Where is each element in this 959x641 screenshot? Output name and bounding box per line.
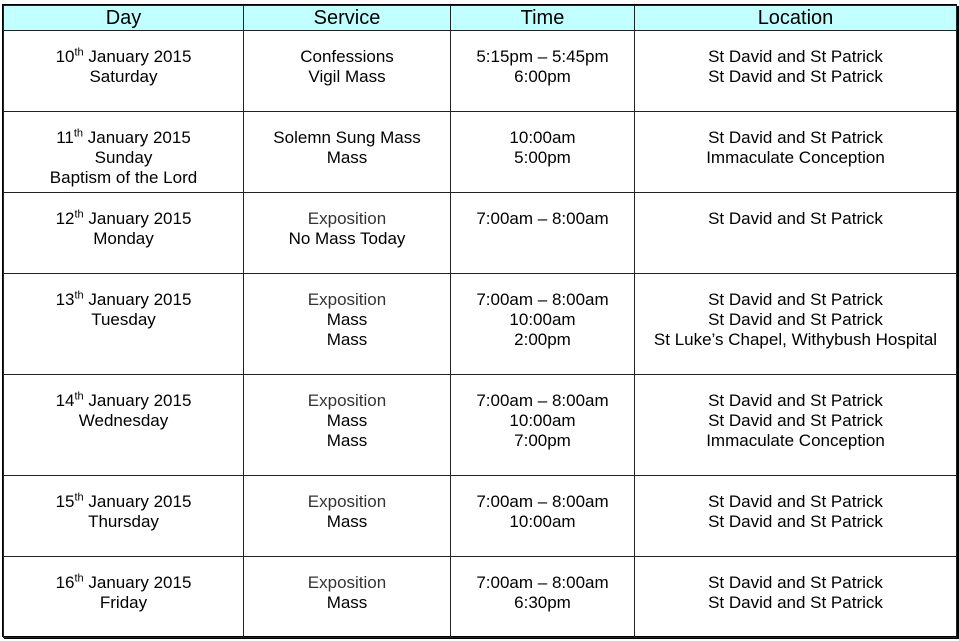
service-text: Confessions — [300, 47, 394, 66]
time-cell — [451, 112, 635, 193]
date-number: 12 — [55, 209, 75, 228]
location-text: St David and St Patrick — [708, 209, 883, 228]
weekday-text: Wednesday — [78, 411, 169, 430]
time-cell — [451, 557, 635, 638]
location-cell — [635, 375, 957, 476]
service-cell — [244, 112, 451, 193]
table-row — [4, 112, 957, 193]
location-text: St David and St Patrick — [708, 593, 883, 612]
header-day: Day — [4, 6, 244, 31]
location-cell — [635, 112, 957, 193]
day-cell — [4, 557, 244, 638]
date-number: 16 — [55, 573, 75, 592]
schedule-body — [4, 31, 957, 638]
service-text: Exposition — [307, 391, 387, 410]
header-service: Service — [244, 6, 451, 31]
time-text: 2:00pm — [514, 330, 571, 349]
service-cell — [244, 557, 451, 638]
time-cell — [451, 193, 635, 274]
location-text: St David and St Patrick — [708, 492, 883, 511]
day-cell — [4, 112, 244, 193]
location-cell — [635, 274, 957, 375]
date-text — [4, 290, 243, 310]
time-text: 5:15pm – 5:45pm — [476, 47, 609, 66]
location-cell — [635, 476, 957, 557]
time-cell — [451, 274, 635, 375]
service-cell — [244, 274, 451, 375]
time-text: 10:00am — [509, 310, 576, 329]
day-cell — [4, 375, 244, 476]
date-ordinal-suffix: th — [74, 390, 84, 403]
date-number: 11 — [56, 128, 74, 147]
date-text — [4, 391, 243, 411]
date-text — [4, 47, 243, 67]
weekday-text: Friday — [99, 593, 148, 612]
service-cell — [244, 476, 451, 557]
service-text: Mass — [326, 512, 368, 531]
service-text: Vigil Mass — [308, 67, 386, 86]
date-text — [4, 128, 243, 148]
time-text: 7:00am – 8:00am — [476, 492, 609, 511]
service-text: Mass — [326, 310, 368, 329]
date-number: 15 — [55, 492, 75, 511]
date-ordinal-suffix: th — [74, 208, 84, 221]
table-row — [4, 557, 957, 638]
location-text: St David and St Patrick — [708, 391, 883, 410]
date-ordinal-suffix: th — [74, 289, 84, 302]
date-month-year: January 2015 — [83, 573, 192, 592]
time-cell — [451, 476, 635, 557]
service-cell — [244, 193, 451, 274]
header-time: Time — [451, 6, 635, 31]
service-text: Mass — [326, 593, 368, 612]
location-text: St David and St Patrick — [708, 573, 883, 592]
time-text: 10:00am — [509, 411, 576, 430]
table-row — [4, 375, 957, 476]
weekday-text: Saturday — [89, 67, 158, 86]
location-cell — [635, 31, 957, 112]
weekday-text: Monday — [93, 229, 154, 248]
location-text: St David and St Patrick — [708, 290, 883, 309]
table-row — [4, 31, 957, 112]
date-month-year: January 2015 — [83, 492, 192, 511]
date-month-year: January 2015 — [83, 47, 192, 66]
service-text: Mass — [326, 411, 368, 430]
weekday-text: Thursday — [88, 512, 159, 531]
time-text: 7:00am – 8:00am — [476, 573, 609, 592]
location-text: St David and St Patrick — [708, 47, 883, 66]
location-text: St David and St Patrick — [708, 128, 883, 147]
service-text: Exposition — [307, 492, 387, 511]
date-ordinal-suffix: th — [74, 46, 84, 59]
date-text — [4, 209, 243, 229]
time-text: 10:00am — [509, 128, 576, 147]
date-text — [4, 573, 243, 593]
date-ordinal-suffix: th — [74, 491, 84, 504]
service-cell — [244, 375, 451, 476]
day-cell — [4, 274, 244, 375]
service-text: Mass — [326, 431, 368, 450]
time-cell — [451, 31, 635, 112]
weekday-text: Tuesday — [91, 310, 156, 329]
location-text: St David and St Patrick — [708, 512, 883, 531]
date-month-year: January 2015 — [83, 209, 192, 228]
date-month-year: January 2015 — [83, 391, 192, 410]
feast-text: Baptism of the Lord — [49, 168, 198, 187]
location-text: St David and St Patrick — [708, 310, 883, 329]
day-cell — [4, 193, 244, 274]
time-text: 7:00am – 8:00am — [476, 209, 609, 228]
location-text: Immaculate Conception — [706, 431, 885, 450]
service-text: Exposition — [307, 290, 387, 309]
day-cell — [4, 31, 244, 112]
time-text: 6:30pm — [514, 593, 571, 612]
service-text: Mass — [326, 148, 368, 167]
header-location: Location — [635, 6, 957, 31]
weekday-text: Sunday — [94, 148, 153, 167]
time-text: 7:00pm — [514, 431, 571, 450]
mass-schedule-table — [3, 5, 957, 638]
service-text: Exposition — [307, 209, 387, 228]
location-cell — [635, 557, 957, 638]
time-text: 5:00pm — [514, 148, 571, 167]
table-row — [4, 476, 957, 557]
date-month-year: January 2015 — [83, 128, 191, 147]
service-text: Solemn Sung Mass — [273, 128, 421, 147]
location-text: St David and St Patrick — [708, 67, 883, 86]
time-cell — [451, 375, 635, 476]
service-text: Exposition — [307, 573, 387, 592]
location-text: St David and St Patrick — [708, 411, 883, 430]
time-text: 6:00pm — [514, 67, 571, 86]
location-text: Immaculate Conception — [706, 148, 885, 167]
date-number: 10 — [55, 47, 75, 66]
table-row — [4, 193, 957, 274]
time-text: 7:00am – 8:00am — [476, 391, 609, 410]
date-text — [4, 492, 243, 512]
date-number: 13 — [55, 290, 75, 309]
date-ordinal-suffix: th — [73, 127, 84, 140]
time-text: 7:00am – 8:00am — [476, 290, 609, 309]
service-text: No Mass Today — [288, 229, 406, 248]
table-row — [4, 274, 957, 375]
date-month-year: January 2015 — [83, 290, 192, 309]
service-cell — [244, 31, 451, 112]
service-text: Mass — [326, 330, 368, 349]
date-number: 14 — [55, 391, 75, 410]
table-header-row — [4, 6, 957, 31]
location-text: St Luke’s Chapel, Withybush Hospital — [653, 330, 938, 349]
location-cell — [635, 193, 957, 274]
mass-schedule-sheet — [2, 4, 957, 637]
time-text: 10:00am — [509, 512, 576, 531]
date-ordinal-suffix: th — [74, 572, 84, 585]
day-cell — [4, 476, 244, 557]
